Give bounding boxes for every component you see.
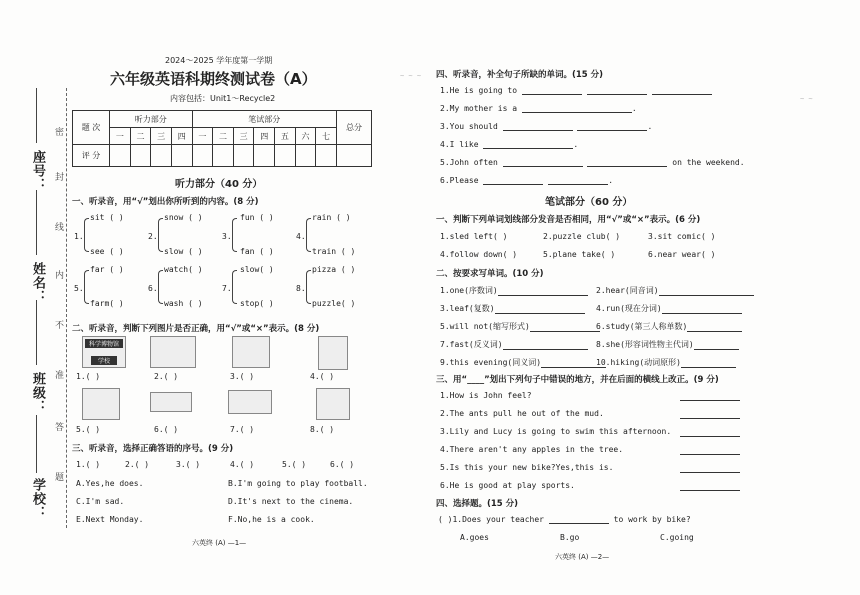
- choice[interactable]: wash ( ): [164, 299, 203, 308]
- sentence-text: 1.He is going to: [440, 86, 518, 95]
- name-line: [36, 190, 37, 255]
- page-footer: 六英终 (A) —2—: [555, 553, 610, 561]
- blank[interactable]: [659, 295, 754, 296]
- word-task: [440, 357, 606, 368]
- choice[interactable]: train ( ): [312, 247, 356, 256]
- item-number: 4.: [296, 232, 306, 241]
- w1-title: 一、判断下列单词划线部分发音是否相同，用“√”或“×”表示。(6 分): [436, 215, 701, 225]
- score-cell[interactable]: [316, 145, 337, 167]
- answer-slot[interactable]: 1.( ): [76, 460, 101, 469]
- seal-char: 不: [55, 321, 65, 331]
- seat-line: [36, 88, 37, 143]
- correction-sentence[interactable]: 6.He is good at play sports.: [440, 481, 575, 490]
- score-cell[interactable]: [192, 145, 213, 167]
- seal-char: 准: [55, 371, 65, 381]
- score-cell[interactable]: [213, 145, 234, 167]
- word-task-text: 9.this evening(同义词): [440, 358, 542, 367]
- fill-sentence: 2.My mother is a .: [440, 104, 637, 113]
- col-header: 四: [254, 128, 275, 145]
- answer-slot[interactable]: 4.( ): [310, 372, 335, 381]
- class-line: [36, 300, 37, 365]
- school-label: 学校：: [30, 478, 45, 520]
- option-text: C.I'm sad.: [76, 497, 125, 506]
- col-header: 四: [171, 128, 192, 145]
- seat-label: 座号：: [30, 150, 45, 192]
- item-number: 5.: [74, 284, 84, 293]
- fill-sentence: 3.You should .: [440, 122, 653, 131]
- choice[interactable]: watch( ): [164, 265, 203, 274]
- score-cell[interactable]: [254, 145, 275, 167]
- brace: [84, 218, 89, 252]
- word-task: [596, 321, 742, 332]
- word-task-text: 8.she(形容词性物主代词): [596, 340, 694, 349]
- listening-title: 听力部分（40 分）: [175, 179, 263, 190]
- museum-school-picture: [82, 336, 126, 368]
- blank[interactable]: [483, 148, 573, 149]
- correction-sentence[interactable]: 2.The ants pull he out of the mud.: [440, 409, 604, 418]
- doctor-picture: [318, 336, 348, 370]
- score-cell[interactable]: [337, 145, 372, 167]
- blank[interactable]: [498, 295, 588, 296]
- choice[interactable]: sit ( ): [90, 213, 124, 222]
- col-header: 七: [316, 128, 337, 145]
- museum-sign: 科学博物馆: [85, 339, 123, 348]
- blank[interactable]: [587, 94, 647, 95]
- fill-sentence: [440, 86, 712, 95]
- answer-slot[interactable]: 1.( ): [76, 372, 101, 381]
- col-header: 一: [192, 128, 213, 145]
- phonics-item[interactable]: 2.puzzle club( ): [543, 232, 621, 241]
- col-header: 五: [275, 128, 296, 145]
- blank[interactable]: [549, 523, 609, 524]
- exam-title: 六年级英语科期终测试卷（A）: [110, 70, 317, 88]
- answer-slot[interactable]: 2.( ): [154, 372, 179, 381]
- phonics-item[interactable]: 1.sled left( ): [440, 232, 508, 241]
- correction-sentence[interactable]: 1.How is John feel?: [440, 391, 532, 400]
- brace: [158, 270, 163, 304]
- word-task: [440, 321, 600, 332]
- answer-slot[interactable]: 7.( ): [230, 425, 255, 434]
- blank[interactable]: [652, 94, 712, 95]
- correction-sentence[interactable]: 3.Lily and Lucy is going to swim this afternoon.: [440, 427, 672, 436]
- sentence-text: 5.John often: [440, 158, 498, 167]
- word-task-text: 10.hiking(动词原形): [596, 358, 681, 367]
- sentence-tail: on the weekend.: [672, 158, 745, 167]
- school-line: [36, 415, 37, 473]
- blank[interactable]: [577, 130, 647, 131]
- choice[interactable]: pizza ( ): [312, 265, 356, 274]
- score-table: [72, 110, 372, 167]
- word-task: [440, 303, 585, 314]
- seal-char: 线: [55, 223, 65, 233]
- word-task: [596, 285, 754, 296]
- class-label: 班级：: [30, 372, 45, 414]
- phonics-item[interactable]: 3.sit comic( ): [648, 232, 716, 241]
- correction-line[interactable]: [680, 490, 740, 491]
- reading-book-picture: [82, 388, 120, 420]
- word-task-text: 7.fast(反义词): [440, 340, 503, 349]
- arrows-picture: [150, 392, 192, 412]
- brace: [158, 218, 163, 252]
- writing-title: 笔试部分（60 分）: [545, 197, 633, 208]
- name-label: 姓名：: [30, 262, 45, 304]
- blank[interactable]: [503, 130, 573, 131]
- correction-line[interactable]: [680, 418, 740, 419]
- blank[interactable]: [687, 331, 742, 332]
- option-text: D.It's next to the cinema.: [228, 497, 354, 506]
- fill-sentence: [440, 158, 745, 167]
- total-header: 总分: [337, 111, 372, 145]
- q1-title: 一、听录音，用“√”划出你所听到的内容。(8 分): [72, 197, 259, 207]
- word-task-text: 5.will not(缩写形式): [440, 322, 530, 331]
- score-cell[interactable]: [151, 145, 172, 167]
- blank[interactable]: [530, 331, 600, 332]
- choice[interactable]: farm( ): [90, 299, 124, 308]
- blank[interactable]: [662, 313, 742, 314]
- choice[interactable]: slow ( ): [164, 247, 203, 256]
- choice[interactable]: fun ( ): [240, 213, 274, 222]
- plane-picture: [228, 390, 272, 414]
- school-year: 2024～2025 学年度第一学期: [165, 56, 273, 65]
- sentence-text: 4.I like: [440, 140, 479, 149]
- answer-slot[interactable]: 3.( ): [176, 460, 201, 469]
- answer-slot[interactable]: 6.( ): [330, 460, 355, 469]
- score-cell[interactable]: [110, 145, 131, 167]
- answer-slot[interactable]: 5.( ): [76, 425, 101, 434]
- blank[interactable]: [548, 184, 608, 185]
- score-cell[interactable]: [275, 145, 296, 167]
- fill-sentence: 6.Please .: [440, 176, 614, 185]
- listening-header: 听力部分: [110, 111, 193, 128]
- w2-title: 二、按要求写单词。(10 分): [436, 269, 544, 279]
- choice[interactable]: slow( ): [240, 265, 274, 274]
- score-cell[interactable]: [130, 145, 151, 167]
- phonics-item[interactable]: 6.near wear( ): [648, 250, 716, 259]
- answer-slot[interactable]: 3.( ): [230, 372, 255, 381]
- choice[interactable]: see ( ): [90, 247, 124, 256]
- col-header: 三: [151, 128, 172, 145]
- question-tail: to work by bike?: [613, 515, 691, 524]
- word-task-text: 4.run(现在分词): [596, 304, 662, 313]
- score-cell[interactable]: [171, 145, 192, 167]
- phonics-item[interactable]: 4.follow down( ): [440, 250, 518, 259]
- item-number: 6.: [148, 284, 158, 293]
- seal-char: 答: [55, 423, 65, 433]
- table-row-label: 题 次: [73, 111, 110, 145]
- choice[interactable]: fan ( ): [240, 247, 274, 256]
- blank[interactable]: [503, 349, 588, 350]
- w3-title: 三、用“____”划出下列句子中错误的地方，并在后面的横线上改正。(9 分): [436, 375, 719, 385]
- blank[interactable]: [694, 349, 739, 350]
- choice[interactable]: snow ( ): [164, 213, 203, 222]
- col-header: 六: [295, 128, 316, 145]
- q3-title: 三、听录音，选择正确答语的序号。(9 分): [72, 444, 234, 454]
- bleed-through: ~ ~ ~: [400, 72, 422, 80]
- word-task-text: 3.leaf(复数): [440, 304, 495, 313]
- correction-sentence[interactable]: 4.There aren't any apples in the tree.: [440, 445, 624, 454]
- building-picture: [316, 388, 350, 420]
- col-header: 三: [233, 128, 254, 145]
- brace: [306, 270, 311, 304]
- word-task: [596, 339, 739, 350]
- choice[interactable]: rain ( ): [312, 213, 351, 222]
- blank[interactable]: [483, 184, 543, 185]
- page-footer: 六英终 (A) —1—: [192, 539, 247, 547]
- option-text: B.I'm going to play football.: [228, 479, 368, 488]
- correction-line[interactable]: [680, 400, 740, 401]
- family-picture: [232, 336, 270, 368]
- brace: [306, 218, 311, 252]
- option-b[interactable]: B.go: [560, 533, 580, 542]
- blank[interactable]: [522, 112, 632, 113]
- fill-sentence: 4.I like .: [440, 140, 579, 149]
- seal-char: 题: [55, 473, 65, 483]
- q2-title: 二、听录音，判断下列图片是否正确，用“√”或“×”表示。(8 分): [72, 324, 320, 334]
- brace: [232, 218, 237, 252]
- word-task: [596, 357, 736, 368]
- item-number: 1.: [74, 232, 84, 241]
- answer-slot[interactable]: 6.( ): [154, 425, 179, 434]
- word-task-text: 1.one(序数词): [440, 286, 498, 295]
- blank[interactable]: [495, 313, 585, 314]
- score-cell[interactable]: [295, 145, 316, 167]
- brace: [84, 270, 89, 304]
- phonics-item[interactable]: 5.plane take( ): [543, 250, 616, 259]
- word-task: [596, 303, 742, 314]
- item-number: 7.: [222, 284, 232, 293]
- option-text: E.Next Monday.: [76, 515, 144, 524]
- q4-title: 四、听录音，补全句子所缺的单词。(15 分): [436, 70, 604, 80]
- seal-char: 封: [55, 173, 65, 183]
- option-a[interactable]: A.goes: [460, 533, 489, 542]
- sentence-text: 3.You should: [440, 122, 498, 131]
- choice[interactable]: puzzle( ): [312, 299, 356, 308]
- brace: [232, 270, 237, 304]
- seal-char: 内: [55, 271, 65, 281]
- col-header: 一: [110, 128, 131, 145]
- word-task-text: 6.study(第三人称单数): [596, 322, 688, 331]
- sentence-text: 6.Please: [440, 176, 479, 185]
- col-header: 二: [213, 128, 234, 145]
- option-text: A.Yes,he does.: [76, 479, 144, 488]
- bleed-through: ~ ~: [800, 95, 813, 103]
- item-number: 8.: [296, 284, 306, 293]
- choice[interactable]: stop( ): [240, 299, 274, 308]
- exam-scope: 内容包括：Unit1～Recycle2: [170, 94, 276, 103]
- sentence-text: 2.My mother is a: [440, 104, 518, 113]
- mc-question: [438, 515, 691, 524]
- school-sign: 学校: [91, 356, 117, 365]
- word-task-text: 2.hear(同音词): [596, 286, 659, 295]
- word-task: [440, 339, 588, 350]
- col-header: 二: [130, 128, 151, 145]
- choice[interactable]: far ( ): [90, 265, 124, 274]
- answer-slot[interactable]: 4.( ): [230, 460, 255, 469]
- correction-line[interactable]: [680, 472, 740, 473]
- score-cell[interactable]: [233, 145, 254, 167]
- answer-slot[interactable]: 8.( ): [310, 425, 335, 434]
- item-number: 3.: [222, 232, 232, 241]
- w4-title: 四、选择题。(15 分): [436, 499, 519, 509]
- score-row-label: 评 分: [73, 145, 110, 167]
- correction-sentence[interactable]: 5.Is this your new bike?Yes,this is.: [440, 463, 614, 472]
- word-task: [440, 285, 588, 296]
- answer-slot[interactable]: 5.( ): [282, 460, 307, 469]
- blank[interactable]: [503, 166, 583, 167]
- seal-line: [66, 88, 67, 528]
- question-text: ( )1.Does your teacher: [438, 515, 544, 524]
- blank[interactable]: [522, 94, 582, 95]
- item-number: 2.: [148, 232, 158, 241]
- writing-header: 笔试部分: [192, 111, 337, 128]
- option-c[interactable]: C.going: [660, 533, 694, 542]
- blank[interactable]: [587, 166, 667, 167]
- answer-slot[interactable]: 2.( ): [125, 460, 150, 469]
- correction-line[interactable]: [680, 436, 740, 437]
- blank[interactable]: [681, 367, 736, 368]
- option-text: F.No,he is a cook.: [228, 515, 315, 524]
- correction-line[interactable]: [680, 454, 740, 455]
- sick-in-bed-picture: [150, 336, 196, 368]
- seal-char: 密: [55, 128, 65, 138]
